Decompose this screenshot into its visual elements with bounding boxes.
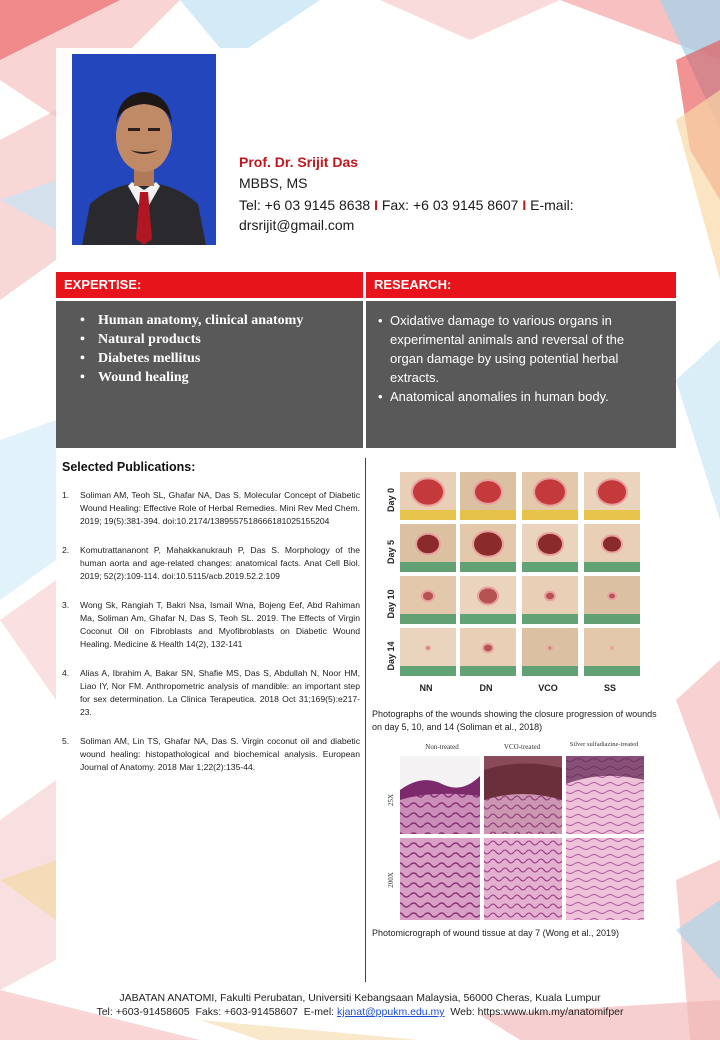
- wound: [534, 478, 566, 505]
- histology-figure: [382, 740, 652, 922]
- footer-email-label: E-mel:: [303, 1006, 335, 1018]
- expertise-heading: EXPERTISE:: [56, 272, 363, 298]
- wound-photo-figure: [376, 466, 666, 696]
- profile-degree: MBBS, MS: [239, 175, 308, 191]
- micrograph: [566, 838, 644, 920]
- fax-text: Fax: +6 03 9145 8607: [381, 197, 519, 213]
- publication-text: Komutrattananont P, Mahakkanukrauh P, Das S. Morphology of the human aorta and age-related changes: anatomical facts. Anat Cell Biol. 2019; 52(2):109-114. doi:10.5115/acb.2019.52.2.109: [80, 545, 360, 581]
- footer-address: JABATAN ANATOMI, Fakulti Perubatan, Universiti Kebangsaan Malaysia, 56000 Cheras, Kuala Lumpur: [119, 992, 601, 1004]
- row-label: Day 10: [386, 589, 396, 619]
- tel-text: Tel: +6 03 9145 8638: [239, 197, 371, 213]
- expertise-item: • Wound healing: [80, 368, 363, 387]
- wound: [473, 531, 503, 557]
- column-label: SS: [603, 683, 617, 693]
- footer-web: Web: https:www.ukm.my/anatomifper: [450, 1006, 624, 1018]
- ruler: [400, 666, 456, 676]
- wound-photo-grid: [376, 466, 666, 696]
- column-label: NN: [419, 683, 433, 693]
- micrograph: [484, 838, 562, 920]
- wound: [474, 480, 502, 504]
- wound: [537, 533, 563, 555]
- column-label: Non-treated: [425, 743, 459, 751]
- expertise-item: • Human anatomy, clinical anatomy: [80, 311, 363, 330]
- publications-title: Selected Publications:: [62, 460, 196, 474]
- column-label: VCO-treated: [503, 743, 541, 751]
- ruler: [522, 562, 578, 572]
- footer-email-link[interactable]: kjanat@ppukm.edu.my: [337, 1006, 445, 1018]
- column-label: VCO: [538, 683, 558, 693]
- research-heading: RESEARCH:: [366, 272, 676, 298]
- row-label: Day 5: [386, 539, 396, 565]
- publication-text: Soliman AM, Lin TS, Ghafar NA, Das S. Virgin coconut oil and diabetic wound healing: histopathological and biochemical analysis. European Journal of Anatomy. 2018 Mar 1;22(2):135-44.: [80, 736, 360, 772]
- wound: [611, 647, 613, 649]
- ruler: [460, 510, 516, 520]
- row-label: 25X: [387, 793, 395, 807]
- expertise-item: • Diabetes mellitus: [80, 349, 363, 368]
- research-item: • Oxidative damage to various organs in experimental animals and reversal of the organ damage by using potential herbal extracts.: [378, 311, 658, 387]
- publication-number: 4.: [62, 668, 70, 678]
- wound: [545, 592, 555, 601]
- ruler: [584, 666, 640, 676]
- footer-tel: Tel: +603-91458605: [96, 1006, 190, 1018]
- footer-contact: [0, 1006, 720, 1018]
- histology-grid: [382, 740, 652, 922]
- micrograph: [400, 838, 480, 920]
- ruler: [522, 510, 578, 520]
- ruler: [460, 562, 516, 572]
- wound: [597, 479, 627, 505]
- publication-number: 2.: [62, 545, 70, 555]
- row-label: Day 0: [386, 487, 396, 513]
- wound: [416, 534, 440, 554]
- research-panel: [366, 301, 676, 448]
- separator: I: [522, 197, 527, 213]
- email-text: drsrijit@gmail.com: [239, 217, 355, 233]
- expertise-list: [56, 301, 363, 387]
- wound: [548, 646, 552, 649]
- figure1-caption: Photographs of the wounds showing the closure progression of wounds on day 5, 10, and 14 (Soliman et al., 2018): [372, 709, 657, 732]
- email-label: E-mail:: [530, 197, 574, 213]
- ruler: [460, 666, 516, 676]
- column-label: DN: [479, 683, 493, 693]
- research-item: • Anatomical anomalies in human body.: [378, 387, 658, 406]
- profile-contact: [239, 195, 659, 235]
- publication-text: Alias A, Ibrahim A, Bakar SN, Shafie MS, Das S, Abdullah N, Noor HM, Liao IY, Nor FM. Anthropometric analysis of mandible: an important step for sex determination. La Clinica Terapeutica. 2018 Oct 31;169(5):e217-23.: [80, 668, 360, 717]
- publication-item: [62, 599, 360, 651]
- wound: [422, 591, 434, 601]
- wound: [412, 478, 444, 505]
- column-divider: [365, 458, 366, 982]
- publication-text: Soliman AM, Teoh SL, Ghafar NA, Das S. Molecular Concept of Diabetic Wound Healing: Effective Role of Herbal Remedies. Mini Rev Med Chem. 2019; 19(5):381-394. doi:10.2174/1389557518666181025155204: [80, 490, 360, 526]
- profile-photo: [72, 54, 216, 245]
- ruler: [400, 614, 456, 624]
- wound: [608, 593, 616, 600]
- wound: [426, 646, 430, 649]
- ruler: [584, 614, 640, 624]
- publication-number: 5.: [62, 736, 70, 746]
- footer-fax: Faks: +603-91458607: [195, 1006, 298, 1018]
- ruler: [400, 562, 456, 572]
- wound: [478, 588, 498, 605]
- publications-list: [62, 489, 360, 790]
- ruler: [522, 666, 578, 676]
- publication-item: [62, 667, 360, 719]
- ruler: [584, 510, 640, 520]
- profile-name: Prof. Dr. Srijit Das: [239, 154, 359, 170]
- wound: [483, 644, 493, 653]
- publication-number: 3.: [62, 600, 70, 610]
- publication-item: [62, 544, 360, 583]
- column-label: Silver sulfadiazine-treated: [569, 741, 639, 748]
- research-list: [366, 301, 676, 406]
- row-label: Day 14: [386, 641, 396, 671]
- ruler: [584, 562, 640, 572]
- ruler: [460, 614, 516, 624]
- ruler: [522, 614, 578, 624]
- publication-item: [62, 735, 360, 774]
- separator: I: [374, 197, 378, 213]
- publication-number: 1.: [62, 490, 70, 500]
- row-label: 200X: [387, 872, 395, 888]
- publication-text: Wong Sk, Rangiah T, Bakri Nsa, Ismail Wna, Bojeng Eef, Abd Rahiman Ma, Soliman Am, Ghafar N, Das S, Teoh SL. 2019. The Effects of Virgin Coconut Oil on Fibroblasts and Myofibroblasts on Diabetic Wound Healing. Medicine & Health 14(2), 132-141: [80, 600, 360, 649]
- wound: [602, 536, 622, 553]
- expertise-item: • Natural products: [80, 330, 363, 349]
- expertise-panel: [56, 301, 363, 448]
- figure2-caption: Photomicrograph of wound tissue at day 7 (Wong et al., 2019): [372, 928, 619, 938]
- ruler: [400, 510, 456, 520]
- publication-item: [62, 489, 360, 528]
